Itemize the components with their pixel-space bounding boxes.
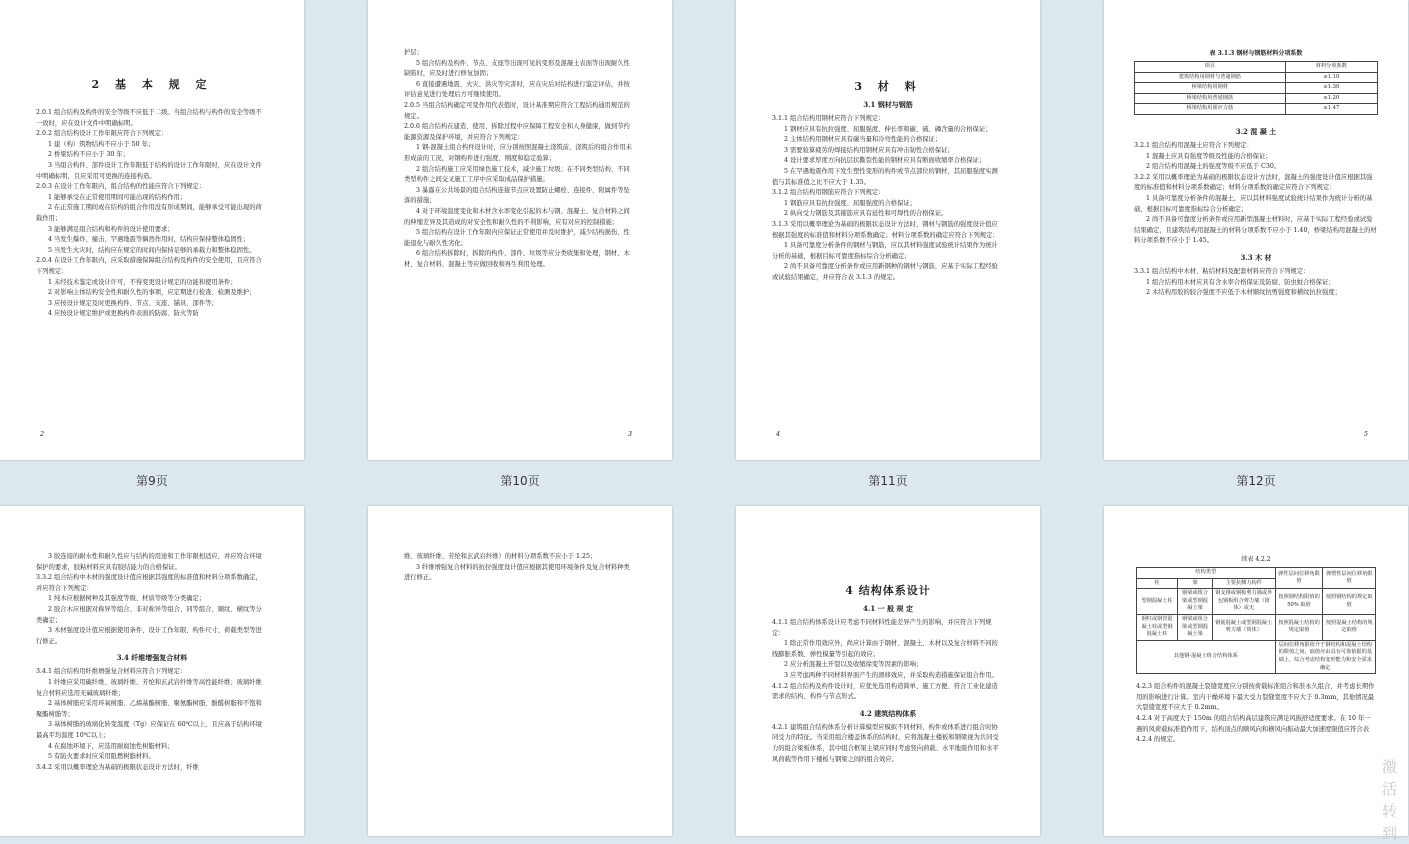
paragraph: 1 未经技术鉴定或设计许可，不得变更设计规定的功能和使用条件； — [48, 278, 237, 286]
paragraph: 4 当发生爆炸、撞击、罕遇地震等偶然作用时，结构应保持整体稳固性； — [48, 236, 250, 244]
table-header: 项目 — [1135, 62, 1286, 73]
section-title: 3.3 木 材 — [1240, 252, 1272, 262]
paragraph: 1 除正常作用效应外，尚应计算由于钢材、混凝土、木材以及复合材料不同的线膨胀系数、弹性模量等引起的效应； — [772, 640, 998, 658]
paragraph: 2 尚不具备可靠度分析条件或应用新钢种的钢材与钢筋，应基于实际工程经验或试验结果确定，并应符合表 3.1.3 的规定。 — [772, 263, 998, 281]
table-header-row — [1137, 568, 1376, 579]
paragraph: 2 桥梁结构不应小于 30 年； — [48, 151, 129, 159]
paragraph: 3 应按设计规定及时更换构件、节点、支座、锚具、部件等； — [48, 299, 218, 307]
table-cell: 按照混凝土结构的规定取值 — [1323, 614, 1376, 640]
paragraph: 5 当发生火灾时，结构应在规定的时间内保持足够的承载力和整体稳固性。 — [48, 246, 256, 254]
material-factor-table — [1134, 61, 1378, 115]
paragraph: 2 木结构用胶的胶合强度不应低于木材顺纹抗剪强度和横纹抗拉强度； — [1146, 289, 1341, 297]
page-number: 2 — [40, 430, 45, 438]
table-header: 梁 — [1178, 578, 1213, 589]
table-cell: 桥梁结构用普通钢筋 — [1135, 93, 1286, 104]
paragraph: 3 需要验算疲劳的焊接结构用钢材应具有冲击韧性合格保证； — [784, 146, 954, 154]
paragraph: 3.1.1 组合结构用钢材应符合下列规定： — [772, 115, 885, 122]
paragraph: 1 钢筋应具有抗拉强度、屈服强度的合格保证； — [784, 199, 916, 207]
paragraph: 4 应按设计规定维护或更换构件表面的防腐、防火等防 — [48, 310, 199, 318]
table-cell: ≥1.47 — [1285, 104, 1377, 115]
table-row — [1135, 93, 1378, 104]
paragraph: 3 纤维增强复合材料的抗拉强度设计值应根据其使用环境条件及复合材料种类进行修正。 — [404, 563, 630, 582]
paragraph: 2 基体树脂应采用环氧树脂、乙烯基酯树脂、聚氨酯树脂、酚醛树脂和不饱和聚酯树脂等； — [36, 700, 262, 718]
paragraph: 3.4.2 采用以概率理论为基础的极限状态设计方法时，纤维 — [36, 763, 199, 771]
table-cell: 型钢混凝土柱 — [1137, 589, 1178, 615]
paragraph: 2.0.3 在设计工作年限内，组合结构的性能应符合下列规定： — [36, 183, 206, 191]
table-cell: 其他钢-混凝土组合结构体系 — [1137, 640, 1276, 673]
paragraph: 3 应考虑两种不同材料界面产生的滑移效应，并采取构造措施保证组合作用。 — [784, 671, 998, 679]
paragraph: 4.1.2 组合结构及构件设计时，应优先选用构造简单、施工方便、符合工业化建造需求的结构、构件与节点形式。 — [772, 682, 998, 701]
section-title: 4.2 建筑结构体系 — [859, 708, 917, 718]
table-header: 主要抗侧力构件 — [1212, 578, 1275, 589]
page-11[interactable] — [736, 0, 1040, 460]
page-label-9[interactable]: 第9页 — [136, 474, 168, 488]
page-number: 5 — [1363, 430, 1368, 438]
page-13[interactable] — [0, 506, 304, 836]
page-10-body — [404, 48, 636, 270]
paragraph: 5 在罕遇地震作用下发生塑性变形的构件或节点部位的钢材，其屈服强度实测值与其标准值之比不应大于 1.35。 — [772, 167, 998, 186]
page-9-body — [36, 108, 268, 320]
page-label-12[interactable]: 第12页 — [1236, 474, 1276, 488]
paragraph: 4.2.1 建筑组合结构体系分析计算模型应模拟不同材料、构件或体系进行组合时协同受力的特征。当采用组合楼盖体系的结构时，应将混凝土楼板和钢梁视为共同受力的组合梁板体系，其中组合框架主梁应同时考虑竖向荷载、水平地震作用和水平风荷载等作用下楼板与钢梁之间的组合效应。 — [772, 723, 999, 763]
paragraph: 3.3.1 组合结构中木材、粘结材料及配套材料应符合下列规定： — [1134, 267, 1310, 275]
table-cell: 钢筋混凝土或型钢混凝土剪力墙（筒体） — [1212, 614, 1275, 640]
table-row — [1135, 72, 1378, 83]
paragraph: 4.2.4 对于高度大于 150m 的组合结构高层建筑应满足风振舒适度要求。在 10 年一遇的风荷载标准值作用下，结构顶点的顺风向和横风向振动最大加速度限值应符合表 4.2.4 的规定。 — [1136, 714, 1371, 744]
paragraph: 6 组合结构拆除时，拆除的构件、部件、垃圾等应分类收集和处理，钢材、木材、复合材料、混凝土等应做回收和再生利用处理。 — [404, 250, 630, 268]
paragraph: 2 组合结构用混凝土的强度等级不应低于 C30。 — [1146, 163, 1281, 171]
paragraph: 3.1.3 采用以概率理论为基础的极限状态设计方法时，钢材与钢筋的强度设计值应根据其强度的标准值和材料分项系数确定；材料分项系数的确定应符合下列规定： — [772, 220, 999, 239]
table-cell: ≥1.30 — [1285, 83, 1377, 94]
table-title: 续表 4.2.2 — [1241, 556, 1271, 563]
page-9[interactable] — [0, 0, 304, 460]
page-label-10[interactable]: 第10页 — [500, 474, 540, 488]
page-12-body-2 — [1134, 267, 1378, 299]
paragraph: 2 主体结构用钢材应具有碳当量和冷弯性能的合格保证； — [784, 136, 942, 144]
paragraph: 4 在腐蚀环境下，应选用耐腐蚀性树脂材料； — [48, 742, 174, 750]
paragraph: 5 组合结构在设计工作年限内应保证正常使用并及时维护，减少结构损伤、性能退化与耐久性劣化； — [404, 229, 630, 247]
table-cell: 钢梁或组合梁或型钢混凝土梁 — [1178, 614, 1213, 640]
table-row — [1137, 640, 1376, 673]
page-label-11[interactable]: 第11页 — [868, 474, 908, 488]
paragraph: 3 基体树脂的玻璃化转变温度（Tg）应保证在 60℃以上，且应高于结构环境最高平均温度 10℃以上； — [36, 721, 262, 739]
table-cell: 桥梁结构用预应力筋 — [1135, 104, 1286, 115]
page-15[interactable] — [736, 506, 1040, 836]
paragraph: 3.1.2 组合结构用钢筋应符合下列规定： — [772, 189, 885, 197]
table-header: 弹塑性层间位移角限值 — [1323, 568, 1376, 589]
paragraph: 2 胶合木应根据对称异等组合、非对称异等组合、同等组合、顺纹、横纹等分类确定； — [36, 605, 262, 624]
watermark-line: 激活 — [1382, 758, 1398, 798]
paragraph: 3 当组合构件、部件设计工作年限低于结构的设计工作年限时，应在设计文件中明确标明，且应采用可更换的连接构造。 — [36, 161, 262, 180]
paragraph: 3.4.1 组合结构用纤维增强复合材料应符合下列规定： — [36, 668, 187, 676]
table-row — [1137, 614, 1376, 640]
paragraph: 3 胶连接的耐水性和耐久性应与结构的用途和工作年限相适应，并应符合环境保护的要求，胶粘材料应具有胶结能力的合格保证。 — [36, 553, 262, 571]
paragraph: 1 混凝土应具有强度等级及性能的合格保证； — [1146, 152, 1272, 160]
activation-watermark — [1382, 756, 1409, 844]
table-header-row — [1135, 62, 1378, 73]
paragraph: 护层； — [404, 49, 423, 56]
paragraph: 1 钢材应具有抗拉强度、屈服强度、伸长率和碳、硫、磷含量的合格保证； — [784, 125, 992, 133]
paragraph: 4.1.1 组合结构体系设计应考虑不同材料性能差异产生的影响，并应符合下列规定： — [772, 619, 992, 637]
paragraph: 维、玻璃纤维、芳纶和玄武岩纤维）的材料分项系数不应小于 1.25； — [404, 553, 597, 560]
page-number: 3 — [627, 430, 632, 438]
paragraph: 2.0.2 组合结构设计工作年限应符合下列规定： — [36, 130, 168, 138]
paragraph: 1 具备可靠度分析条件的钢材与钢筋，应以其材料强度试验统计结果作为统计分析的基础，根据目标可靠度指标综合分析确定； — [772, 242, 998, 260]
paragraph: 6 直接遭遇地震、火灾、洪灾等灾害时，应在灾后对结构进行鉴定评估，并按评估意见进行处理后方可继续使用。 — [404, 80, 630, 99]
paragraph: 2 纵向受力钢筋及其箍筋应具有延性和可焊性的合格保证。 — [784, 210, 948, 218]
paragraph: 1 纯木应根据树种及其强度等级、材质等级等分类确定； — [48, 595, 206, 603]
page-15-body — [772, 618, 1004, 703]
paragraph: 3 能够满足组合结构和构件的设计使用要求； — [48, 225, 174, 233]
paragraph: 3.2.2 采用以概率理论为基础的极限状态设计方法时，混凝土的强度设计值应根据其强度的标准值和材料分项系数确定；材料分项系数的确定应符合下列规定： — [1134, 173, 1373, 192]
page-16[interactable] — [1104, 506, 1408, 836]
table-cell: ≥1.20 — [1285, 93, 1377, 104]
section-title: 3.2 混 凝 土 — [1235, 126, 1277, 136]
table-cell: 桥梁结构用钢材 — [1135, 83, 1286, 94]
table-header: 弹性层间位移角限值 — [1275, 568, 1323, 589]
paragraph: 2 应分析混凝土开裂以及收缩徐变等因素的影响； — [784, 661, 923, 669]
paragraph: 1 纤维应采用碳纤维、玻璃纤维、芳纶和玄武岩纤维等高性能纤维；玻璃纤维复合材料应选用无碱玻璃纤维； — [36, 678, 262, 697]
paragraph: 4 设计要求厚度方向抗层状撕裂性能的钢材应具有断面收缩率合格保证； — [784, 157, 986, 165]
table-cell: ≥1.10 — [1285, 72, 1377, 83]
table-header: 柱 — [1137, 578, 1178, 589]
table-header: 材料分项系数 — [1285, 62, 1377, 73]
chapter-title: 2 基 本 规 定 — [91, 78, 213, 91]
paragraph: 5 组合结构及构件、节点、支座等出现可见的变形及混凝土表面等出现耐久性缺陷时，应及时进行修复加固； — [404, 59, 630, 78]
table-cell: 钢柱或钢管混凝土柱或型钢混凝土柱 — [1137, 614, 1178, 640]
paragraph: 4.2.3 组合构件的混凝土裂缝宽度应分别按荷载标准组合和准永久组合，并考虑长期作用的影响进行计算。室内干燥环境下最大受力裂缝宽度不应大于 0.3mm，其他情况最大裂缝宽度不应大于 0.2mm。 — [1136, 683, 1375, 712]
drift-limit-table — [1136, 567, 1376, 674]
paragraph: 2.0.5 当组合结构确定可变作用代表值时，设计基准期应符合工程结构通用规范的规定。 — [404, 101, 630, 120]
page-number: 4 — [776, 430, 781, 438]
paragraph: 1 具备可靠度分析条件的混凝土，应以其材料强度试验统计结果作为统计分析的基础，根据目标可靠度指标综合分析确定； — [1134, 194, 1373, 213]
page-12[interactable] — [1104, 0, 1408, 460]
table-row — [1135, 104, 1378, 115]
page-14[interactable] — [368, 506, 672, 836]
table-cell: 按照混凝土结构的规定取值 — [1275, 614, 1323, 640]
page-15-body-2 — [772, 723, 1004, 765]
page-11-body — [772, 114, 1004, 284]
table-cell: 层间位移角限值介于钢结构和混凝土结构的限值之间，取值应由具有可靠依据的基础上，综合考虑结构变形能力和安全需求确定 — [1275, 640, 1375, 673]
table-cell: 按照钢结构限值的 50% 取值 — [1275, 589, 1323, 615]
table-title: 表 3.1.3 钢材与钢筋材料分项系数 — [1209, 50, 1303, 57]
paragraph: 3 木材强度设计值应根据使用条件、设计工作年限、构件尺寸、荷载类型等进行修正。 — [36, 627, 262, 645]
paragraph: 2.0.6 组合结构在建造、使用、拆除过程中应保障工程安全和人身健康，做到节约能源资源及保护环境，并应符合下列规定： — [404, 123, 630, 141]
table-row — [1135, 83, 1378, 94]
table-cell: 按照钢结构的规定取值 — [1323, 589, 1376, 615]
page-14-body — [404, 552, 636, 584]
paragraph: 3 暴露在公共场景的组合结构连接节点应设置防止螺栓、连接件、附属件等坠落的措施； — [404, 186, 630, 205]
paragraph: 2 组合结构施工应采用绿色施工技术，减少施工垃圾；在不同类型结构、不同类型构件之间交叉施工工序中应采取成品保护措施； — [404, 165, 630, 184]
table-cell: 钢支撑或钢板剪力墙或外包钢板组合剪力墙（筒体）或无 — [1212, 589, 1275, 615]
paragraph: 2 尚不具备可靠度分析条件或应用新型混凝土材料时，应基于实际工程经验或试验结果确定，且建筑结构用混凝土的材料分项系数不应小于 1.40，桥梁结构用混凝土的材料分项系数不应小于 1.45。 — [1134, 216, 1377, 245]
paragraph: 2.0.1 组合结构及构件的安全等级不应低于二级。当组合结构与构件的安全等级不一致时，应在设计文件中明确标明。 — [36, 109, 262, 127]
section-title: 3.4 纤维增强复合材料 — [116, 653, 188, 663]
page-16-body — [1136, 682, 1376, 746]
paragraph: 5 有防火要求时应采用阻燃树脂材料。 — [48, 753, 155, 761]
paragraph: 1 建（构）筑物结构不应小于 50 年； — [48, 140, 155, 148]
paragraph: 4 对于环境温度变化和木材含水率变化引起的木与钢、混凝土、复合材料之间的伸缩差异及其造成的对安全性和耐久性的不利影响，应有对应的控制措施； — [404, 207, 630, 226]
table-row — [1137, 589, 1376, 615]
watermark-line: 转到 — [1382, 802, 1398, 842]
paragraph: 1 组合结构用木材应具有含水率合格保证及防腐、防虫蛀合格保证； — [1146, 278, 1335, 286]
paragraph: 2 在正常施工期间或在结构的组合作用没有形成期间，能够承受可能出现的荷载作用； — [36, 204, 262, 222]
paragraph: 2 对影响主体结构安全性和耐久性的事项，应定期进行检查、检测及维护； — [48, 289, 256, 297]
paragraph: 3.3.2 组合结构中木材的强度设计值应根据其强度的标准值和材料分项系数确定，并应符合下列规定： — [36, 574, 262, 592]
page-12-body — [1134, 141, 1378, 247]
page-10[interactable] — [368, 0, 672, 460]
table-cell: 钢梁或组合梁或型钢混凝土梁 — [1178, 589, 1213, 615]
paragraph: 1 能够承受在正常使用期间可能出现的结构作用； — [48, 193, 187, 201]
section-title: 4.1 一 般 规 定 — [863, 604, 913, 613]
page-13-body — [36, 552, 268, 647]
paragraph: 2.0.4 在设计工作年限内，应采取措施保障组合结构及构件的安全使用，且应符合下列规定： — [36, 257, 262, 275]
paragraph: 3.2.1 组合结构用混凝土应符合下列规定： — [1134, 141, 1253, 149]
chapter-title: 3 材 料 — [854, 80, 922, 93]
page-13-body-2 — [36, 667, 268, 773]
section-title: 3.1 钢材与钢筋 — [863, 100, 913, 109]
table-header: 结构类型 — [1137, 568, 1276, 579]
table-cell: 建筑结构用钢材与普通钢筋 — [1135, 72, 1286, 83]
paragraph: 1 钢-混凝土组合构件设计时，应分别按照混凝土浇筑前、浇筑后的组合作用未形成前的工况，对钢构件进行强度、刚度和稳定验算； — [404, 144, 632, 162]
chapter-title: 4 结构体系设计 — [845, 584, 931, 597]
